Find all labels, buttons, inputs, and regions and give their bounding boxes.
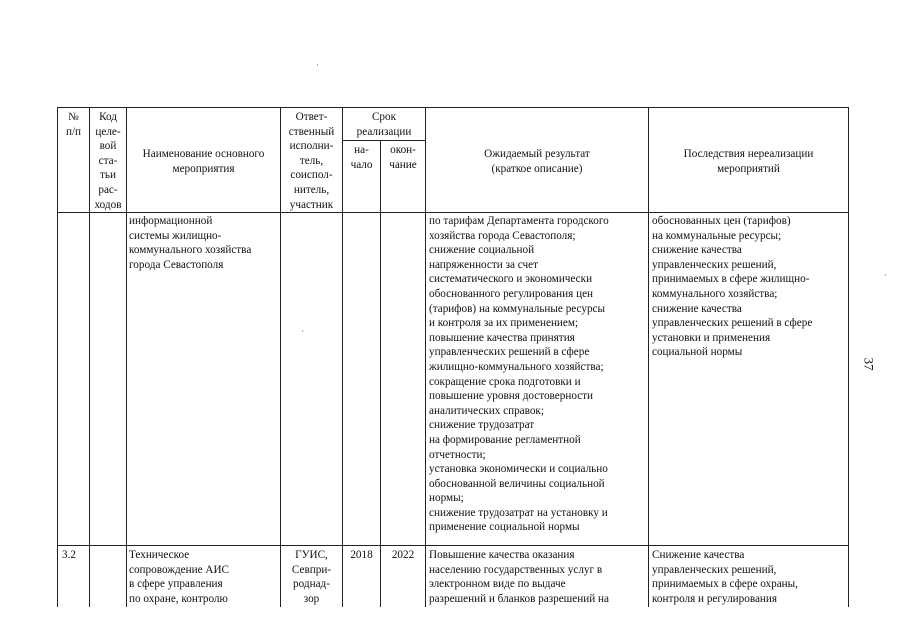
header-code: Код целе- вой ста- тьи рас- ходов — [94, 111, 122, 211]
header-consequences: Последствия нереализации мероприятий — [683, 148, 814, 175]
row-responsible: ГУИС, Севпри- роднад- зор — [291, 549, 332, 605]
scan-dot: · — [301, 326, 304, 336]
table-border — [848, 107, 849, 607]
row-consequences: Снижение качества управленческих решений, принимаемых в сфере охраны, контроля и регулирования — [652, 549, 798, 605]
row-consequences: обоснованных цен (тарифов) на коммунальные ресурсы; снижение качества управленческих решений, принимаемых в сфере жилищно- коммунального хозяйства; снижение качества управленческих решений в сфере установки и применения социальной нормы — [652, 215, 813, 359]
scan-dot: · — [316, 60, 319, 70]
row-start: 2018 — [350, 549, 373, 561]
table-border — [57, 212, 849, 213]
row-name: информационной системы жилищно- коммунального хозяйства города Севастополя — [129, 215, 252, 271]
row-num: 3.2 — [62, 549, 76, 561]
row-result: Повышение качества оказания населению государственных услуг в электронном виде по выдаче разрешений и бланков разрешений на — [429, 549, 609, 605]
table-border — [425, 107, 426, 607]
table-border — [342, 140, 426, 141]
table-border — [57, 107, 849, 108]
header-end: окон- чание — [389, 144, 417, 171]
table-border — [57, 107, 58, 607]
scan-dot: · — [884, 270, 887, 280]
row-end: 2022 — [391, 549, 415, 561]
page-number: 37 — [861, 357, 877, 371]
row-name: Техническое сопровождение АИС в сфере управления по охране, контролю — [129, 549, 229, 605]
header-start: на- чало — [350, 144, 373, 171]
table-border — [342, 107, 343, 607]
table-border — [648, 107, 649, 607]
header-term: Срок реализации — [356, 111, 412, 138]
header-name: Наименование основного мероприятия — [142, 148, 265, 175]
row-result: по тарифам Департамента городского хозяйства города Севастополя; снижение социальной напряженности за счет систематического и экономически обоснованного регулирования цен (тарифов) на коммунальные ресурсы и контроля за их применением; повышение качества принятия управленческих решений в сфере жилищно-коммунального хозяйства; сокращение срока подготовки и повышение уровня достоверности аналитических справок; снижение трудозатрат на формирование регламентной отчетности; установка экономически и социально обоснованной величины социальной нормы; снижение трудозатрат на установку и применение социальной нормы — [429, 215, 609, 534]
table-border — [57, 545, 849, 546]
header-num: № п/п — [65, 111, 82, 138]
header-responsible: Ответ- ственный исполни- тель, соиспол- нитель, участник — [288, 111, 335, 211]
table-border — [126, 107, 127, 607]
header-result: Ожидаемый результат (краткое описание) — [484, 148, 590, 175]
table-border — [380, 140, 381, 607]
